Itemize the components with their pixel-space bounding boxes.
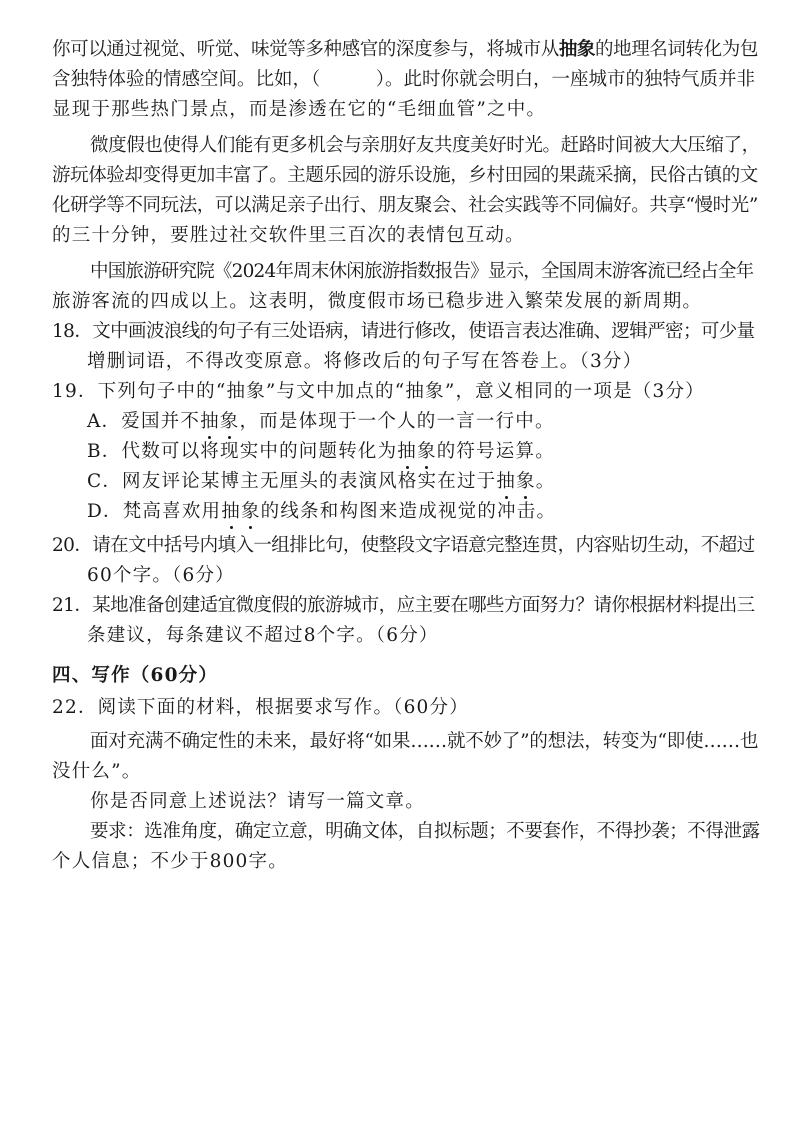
requirements-line: 要求：选准角度，确定立意，明确文体，自拟标题；不要套作，不得抄袭；不得泄露 <box>90 821 760 842</box>
passage-text: 你可以通过视觉、听觉、味觉等多种感官的深度参与，将城市从 <box>52 39 559 60</box>
material-line: 没什么”。 <box>52 761 142 782</box>
passage-line: 的三十分钟，要胜过社交软件里三百次的表情包互动。 <box>52 225 525 246</box>
material-line: 面对充满不确定性的未来，最好将“如果……就不妙了”的想法，转变为“即使……也 <box>90 731 759 752</box>
passage-line: 游玩体验却变得更加丰富了。主题乐园的游乐设施，乡村田园的果蔬采摘，民俗古镇的文 <box>52 165 758 186</box>
passage-text: 的地理名词转化为包 <box>595 39 758 60</box>
question-20: 20．请在文中括号内填入一组排比句，使整段文字语意完整连贯，内容贴切生动，不超过 <box>52 535 755 556</box>
passage-line: 旅游客流的四成以上。这表明，微度假市场已稳步进入繁荣发展的新周期。 <box>52 291 703 312</box>
question-22: 22．阅读下面的材料，根据要求写作。（60分） <box>52 697 469 718</box>
passage-line: 含独特体验的情感空间。比如，（ ）。此时你就会明白，一座城市的独特气质并非 <box>52 69 756 90</box>
question-18: 18．文中画波浪线的句子有三处语病，请进行修改，使语言表达准确、逻辑严密；可少量 <box>52 321 755 342</box>
option-d: D．梵高喜欢用抽象的线条和构图来造成视觉的冲击。 <box>87 501 557 522</box>
emphasized-word: 抽象 <box>558 39 596 60</box>
passage-line: 微度假也使得人们能有更多机会与亲朋好友共度美好时光。赶路时间被大大压缩了， <box>90 135 760 156</box>
writing-prompt: 你是否同意上述说法？请写一篇文章。 <box>90 791 425 812</box>
dotted-word <box>496 471 535 492</box>
passage-line: 显现于那些热门景点，而是渗透在它的“毛细血管”之中。 <box>52 99 547 120</box>
question-18-cont: 增删词语，不得改变原意。将修改后的句子写在答卷上。（3分） <box>87 351 643 372</box>
dotted-char: 抽 <box>221 501 241 522</box>
question-20-cont: 60个字。（6分） <box>87 565 235 586</box>
dotted-char: 抽 <box>496 471 517 492</box>
question-21: 21．某地准备创建适宜微度假的旅游城市，应主要在哪些方面努力？请你根据材料提出三 <box>52 595 755 616</box>
option-b: B．代数可以将现实中的问题转化为抽象的符号运算。 <box>87 441 555 462</box>
dotted-word <box>221 501 260 522</box>
passage-line <box>52 38 758 62</box>
option-a: A．爱国并不抽象，而是体现于一个人的一言一行中。 <box>87 411 555 432</box>
dotted-char: 抽 <box>397 441 417 462</box>
option-c: C．网友评论某博主无厘头的表演风格实在过于抽象。 <box>87 471 556 492</box>
dotted-char: 抽 <box>200 411 220 432</box>
dotted-char: 象 <box>516 471 536 492</box>
question-19: 19．下列句子中的“抽象”与文中加点的“抽象”，意义相同的一项是（3分） <box>52 381 705 402</box>
dotted-char: 象 <box>417 441 437 462</box>
passage-line: 化研学等不同玩法，可以满足亲子出行、朋友聚会、社会实践等不同偏好。共享“慢时光” <box>52 195 758 216</box>
section-heading: 四、写作（60分） <box>52 665 219 686</box>
requirements-line: 个人信息；不少于800字。 <box>52 851 288 872</box>
passage-line: 中国旅游研究院《2024年周末休闲旅游指数报告》显示，全国周末游客流已经占全年 <box>90 261 754 282</box>
dotted-word <box>200 411 239 432</box>
dotted-word <box>397 441 436 462</box>
dotted-char: 象 <box>219 411 240 432</box>
dotted-char: 象 <box>240 501 261 522</box>
question-21-cont: 条建议，每条建议不超过8个字。（6分） <box>87 625 439 646</box>
